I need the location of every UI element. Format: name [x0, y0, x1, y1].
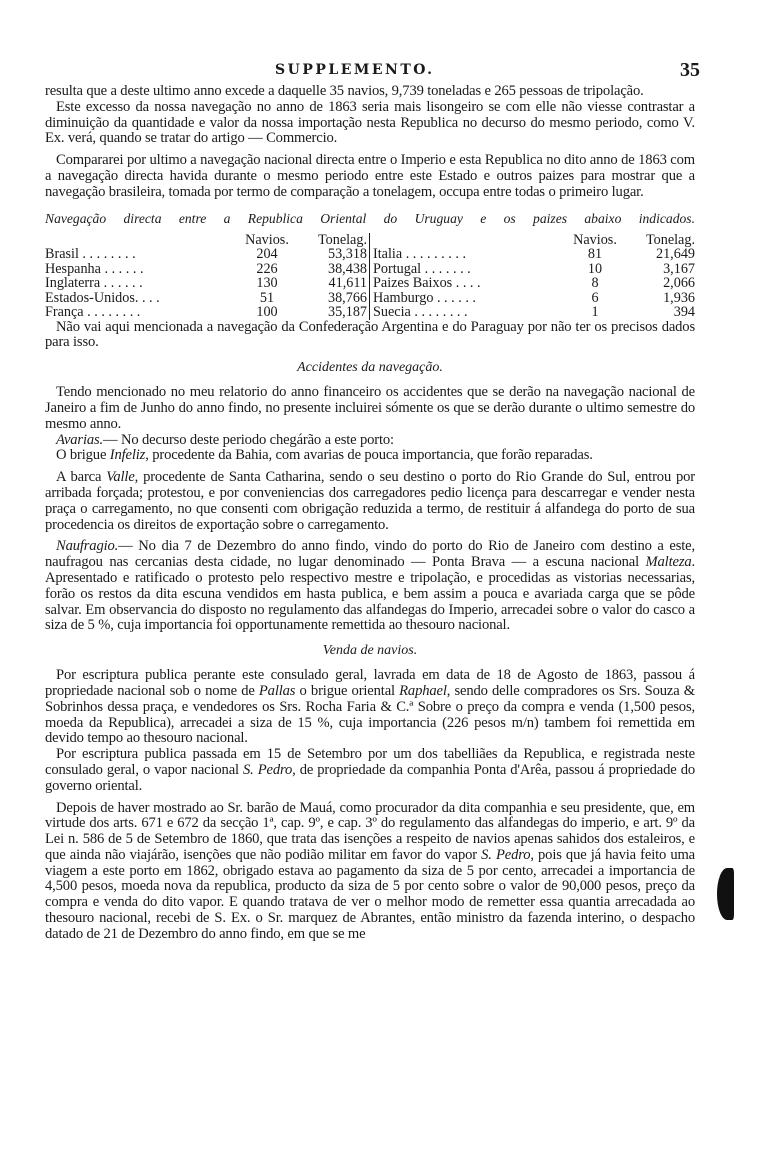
ships-count: 226: [256, 260, 278, 277]
table-header-row: [45, 233, 367, 248]
table-note: Não vai aqui mencionada a navegação da Confederação Argentina e do Paraguay por não ter os precisos dados para isso.: [45, 318, 695, 351]
paragraph: O brigue Infeliz, procedente da Bahia, com avarias de pouca importancia, que forão reparadas.: [56, 447, 593, 464]
table-row: [373, 276, 695, 291]
ships-count: 1: [591, 304, 599, 321]
ship-name: Valle: [106, 469, 135, 486]
tonnage: 53,318: [327, 246, 367, 263]
section-heading-accidents: Accidentes da navegação.: [297, 360, 443, 376]
column-header-tonnage: Tonelag.: [645, 231, 695, 248]
ship-name: S. Pedro: [481, 846, 531, 863]
table-row: [45, 247, 367, 262]
ships-count: 51: [259, 289, 275, 306]
country-name: Brasil . . . . . . . .: [45, 247, 136, 262]
paragraph-avarias: Avarias.— No decurso deste periodo chegárão a este porto:: [56, 431, 394, 448]
country-name: Estados-Unidos. . . .: [45, 290, 160, 306]
tonnage: 21,649: [655, 246, 695, 263]
table-row: [373, 305, 695, 320]
tonnage: 35,187: [327, 304, 367, 321]
paragraph-naufragio: Naufragio.— No dia 7 de Dezembro do anno findo, vindo do porto do Rio de Janeiro com destino a este, naufragou nas cercanias desta cidade, no lugar denominado — Ponta Brava — a escuna nacional Malteza. Apresentado e ratificado o protesto pelo respectivo mestre e tripolação, e procedidas as vistorias necessarias, forão os restos da dita escuna vendidos em hasta publica, e bem assim a pouca e avariada carga que se pôde salvar. Em observancia do disposto no regulamento das alfandegas do Imperio, arrecadei sobre o valor do casco a siza de 5 %, cuja importancia foi opportunamente remettida ao thesouro nacional.: [45, 538, 695, 634]
country-name: Italia . . . . . . . . .: [373, 247, 466, 262]
ship-name: Raphael: [399, 682, 447, 699]
column-header-ships: Navios.: [573, 231, 617, 248]
tonnage: 38,438: [327, 260, 367, 277]
country-name: Paizes Baixos . . . .: [373, 276, 481, 291]
column-header-ships: Navios.: [245, 231, 289, 248]
tonnage: 2,066: [663, 275, 695, 292]
table-row: [45, 276, 367, 291]
page-number: 35: [680, 59, 700, 81]
table-row: [45, 262, 367, 277]
table-header-row: [373, 233, 695, 248]
tonnage: 3,167: [663, 260, 695, 277]
paragraph: Depois de haver mostrado ao Sr. barão de Mauá, como procurador da dita companhia e seu presidente, que, em virtude dos arts. 671 e 672 da secção 1ª, cap. 9º, e cap. 3º do regulamento das alfandegas do imperio, e art. 9º da Lei n. 586 de 5 de Setembro de 1860, que trata das isenções a respeito de navios apenas sahidos dos estaleiros, e que ainda não viajárão, isenções que não podião militar em favor do vapor S. Pedro, pois que já havia feito uma viagem a este porto em 1862, obrigado estava ao pagamento da siza de 5 por cento, arrecadei a importancia de 4,500 pesos, moeda nova da republica, producto da siza de 5 por cento sobre o valor de 90,000 pesos, preço da compra e venda do dito vapor. E quando tratava de ver o melhor modo de remetter essa quantia arrecadada ao thesouro nacional, recebi de S. Ex. o Sr. marquez de Abrantes, então ministro da fazenda interino, o despacho datado de 21 de Dezembro do anno findo, em que se me: [45, 799, 696, 942]
table-row: [45, 305, 367, 320]
country-name: França . . . . . . . .: [45, 305, 141, 320]
scan-edge-artifact: [717, 868, 734, 920]
tonnage: 394: [673, 304, 695, 321]
country-name: Inglaterra . . . . . .: [45, 276, 143, 291]
ships-count: 100: [256, 304, 278, 321]
document-page: [45, 59, 700, 943]
country-name: Suecia . . . . . . . .: [373, 305, 468, 320]
table-caption: Navegação directa entre a Republica Oriental do Uruguay e os paizes abaixo indicados.: [45, 210, 695, 226]
table-row: [373, 247, 695, 262]
ship-name: Pallas: [258, 682, 296, 699]
ship-name: Infeliz: [109, 447, 146, 464]
country-name: Hespanha . . . . . .: [45, 261, 144, 277]
paragraph: A barca Valle, procedente de Santa Catharina, sendo o seu destino o porto do Rio Grande do Sul, entrou por arribada forçada; protestou, e por conveniencias dos carregadores pedio licença para descarregar e vender nesta praça o carregamento, no que consenti com obrigação reduzida a termo, de restituir á alfandega do porto de sua procedencia os direitos de exportação sobre o carregamento.: [45, 469, 696, 533]
ships-count: 130: [256, 275, 278, 292]
tonnage: 41,611: [328, 275, 367, 292]
navigation-table-left: [45, 233, 370, 320]
paragraph: Compararei por ultimo a navegação nacional directa entre o Imperio e esta Republica no dito anno de 1863 com a navegação directa havida durante o mesmo periodo entre este Estado e outros paizes para mostrar que a navegação brasileira, tomada por termo de comparação a tonelagem, occupa entre todas o primeiro lugar.: [45, 152, 695, 200]
table-row: [373, 262, 695, 277]
ship-name: S. Pedro: [243, 761, 293, 778]
paragraph: Tendo mencionado no meu relatorio do anno financeiro os accidentes que se derão na navegação nacional de Janeiro a fim de Junho do anno findo, no presente incluirei sómente os que se derão durante o ultimo semestre do mesmo anno.: [45, 384, 695, 432]
ships-count: 10: [587, 260, 603, 277]
column-header-tonnage: Tonelag.: [317, 231, 367, 248]
ships-count: 8: [591, 275, 599, 292]
country-name: Portugal . . . . . . .: [373, 261, 471, 277]
section-heading-ship-sales: Venda de navios.: [322, 643, 418, 659]
page-header: [45, 59, 700, 84]
run-in-heading: Avarias.: [56, 431, 104, 448]
ship-name: Malteza: [645, 554, 692, 571]
running-title: SUPPLEMENTO.: [275, 62, 435, 78]
navigation-table-right: [370, 233, 695, 320]
country-name: Hamburgo . . . . . .: [373, 290, 476, 306]
paragraph: Por escriptura publica perante este consulado geral, lavrada em data de 18 de Agosto de 1863, passou á propriedade nacional sob o nome de Pallas o brigue oriental Raphael, sendo delle compradores os Srs. Souza & Sobrinhos dessa praça, e vendedores os Srs. Rocha Faria & C.ª Sobre o preço da compra e venda (1,500 pesos, moeda da Republica), arrecadei a siza de 15 %, cuja importancia (226 pesos m/n) tambem foi remettida em devido tempo ao thesouro nacional.: [45, 667, 695, 747]
navigation-table: [45, 233, 695, 320]
paragraph: Este excesso da nossa navegação no anno de 1863 seria mais lisongeiro se com elle não viesse contrastar a diminuição da quantidade e valor da nossa importação nesta Republica no decurso do mesmo periodo, como V. Ex. verá, quando se tratar do artigo — Commercio.: [45, 98, 695, 147]
ships-count: 81: [587, 246, 603, 263]
run-in-heading: Naufragio.: [56, 538, 119, 555]
tonnage: 1,936: [663, 289, 695, 306]
table-row: [45, 291, 367, 306]
paragraph: Por escriptura publica passada em 15 de Setembro por um dos tabelliães da Republica, e registrada neste consulado geral, o vapor nacional S. Pedro, de propriedade da companhia Ponta d'Arêa, passou á propriedade do governo oriental.: [45, 746, 695, 794]
ships-count: 204: [256, 246, 278, 263]
table-row: [373, 291, 695, 306]
paragraph: resulta que a deste ultimo anno excede a daquelle 35 navios, 9,739 toneladas e 265 pessoas de tripolação.: [45, 83, 644, 99]
tonnage: 38,766: [327, 289, 367, 306]
ships-count: 6: [591, 289, 599, 306]
